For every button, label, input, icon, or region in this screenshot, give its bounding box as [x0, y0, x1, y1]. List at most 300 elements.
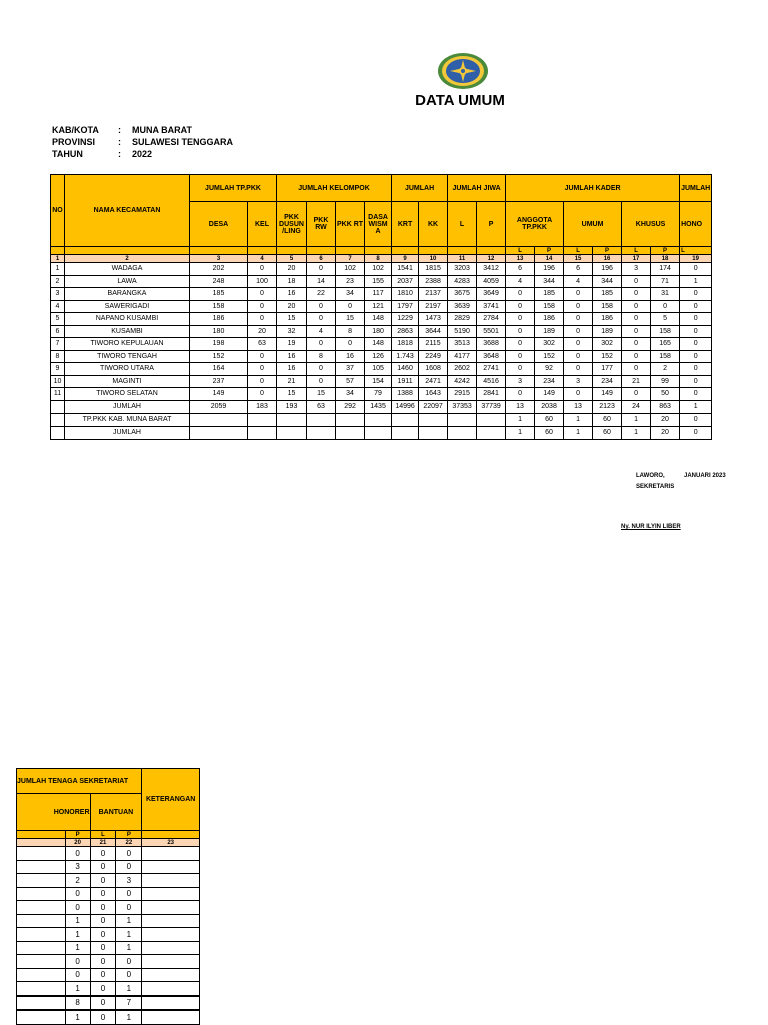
table-cell: 0 — [680, 426, 712, 439]
table-cell — [142, 1010, 200, 1024]
table-cell: 180 — [190, 325, 248, 338]
table-cell: 2471 — [419, 375, 448, 388]
table-cell: 1 — [116, 982, 142, 996]
table-cell — [142, 901, 200, 915]
col-header-hono: HONO — [680, 202, 712, 247]
table-cell — [142, 874, 200, 888]
table-cell: 8 — [336, 325, 365, 338]
row-number: 11 — [51, 388, 65, 401]
table-cell — [51, 400, 65, 413]
sub-header-l: L — [564, 247, 593, 255]
table-cell: 32 — [277, 325, 307, 338]
table-cell: 1608 — [419, 363, 448, 376]
column-number-row — [51, 255, 712, 263]
table-cell: 8 — [65, 996, 90, 1011]
table-row — [17, 901, 200, 915]
table-cell: 0 — [90, 928, 116, 942]
table-cell: 2137 — [419, 288, 448, 301]
table-cell: 15 — [277, 313, 307, 326]
kecamatan-name: TIWORO UTARA — [65, 363, 190, 376]
row-number: 8 — [51, 350, 65, 363]
col-header-bantuan: BANTUAN — [90, 794, 142, 831]
table-cell: 3 — [116, 874, 142, 888]
column-number: 21 — [90, 839, 116, 847]
table-cell: 3649 — [477, 288, 506, 301]
table-cell: 234 — [593, 375, 622, 388]
table-cell: 1815 — [419, 263, 448, 276]
table-cell: 185 — [593, 288, 622, 301]
column-number: 6 — [307, 255, 336, 263]
table-cell: 0 — [622, 350, 651, 363]
table-cell: 344 — [593, 275, 622, 288]
table-cell: 2197 — [419, 300, 448, 313]
column-number: 5 — [277, 255, 307, 263]
table-cell: 24 — [622, 400, 651, 413]
signer-name: Ny. NUR ILYIN LIBER — [621, 524, 681, 530]
column-number: 13 — [506, 255, 535, 263]
row-label: JUMLAH — [65, 426, 190, 439]
table-cell: 0 — [90, 887, 116, 901]
table-cell: 154 — [365, 375, 392, 388]
table-row — [17, 914, 200, 928]
table-row — [17, 874, 200, 888]
table-cell: 50 — [651, 388, 680, 401]
table-cell: 60 — [593, 413, 622, 426]
header-line: ANGGOTA — [516, 217, 553, 224]
kecamatan-name: NAPANO KUSAMBI — [65, 313, 190, 326]
col-header-jumlah-tenaga: JUMLAH — [680, 175, 712, 202]
footer-role: SEKRETARIS — [636, 484, 675, 490]
column-number: 1 — [51, 255, 65, 263]
data-umum-table — [50, 174, 712, 440]
row-number: 5 — [51, 313, 65, 326]
table-cell: 0 — [248, 363, 277, 376]
table-cell: 0 — [90, 941, 116, 955]
table-row — [17, 955, 200, 969]
table-cell: 0 — [336, 300, 365, 313]
table-cell: 158 — [535, 300, 564, 313]
secretariat-table — [16, 768, 200, 1025]
row-label: TP.PKK KAB. MUNA BARAT — [65, 413, 190, 426]
table-cell: 4283 — [448, 275, 477, 288]
table-row — [17, 982, 200, 996]
table-cell: 0 — [680, 325, 712, 338]
table-cell: 21 — [622, 375, 651, 388]
table-cell: 92 — [535, 363, 564, 376]
table-row — [51, 288, 712, 301]
table-cell: 16 — [277, 288, 307, 301]
sub-header-l: L — [622, 247, 651, 255]
table-cell: 149 — [190, 388, 248, 401]
table-cell: 1229 — [392, 313, 419, 326]
table-cell — [392, 413, 419, 426]
table-cell: 0 — [622, 388, 651, 401]
table-cell: 198 — [190, 338, 248, 351]
table-cell: 158 — [651, 325, 680, 338]
table-cell: 193 — [277, 400, 307, 413]
meta-sep: : — [118, 149, 121, 159]
table-cell: 0 — [90, 982, 116, 996]
table-cell — [448, 426, 477, 439]
organization-emblem-icon — [437, 52, 489, 90]
table-cell: 180 — [365, 325, 392, 338]
table-cell: 148 — [365, 338, 392, 351]
table-cell — [17, 901, 66, 915]
column-number: 12 — [477, 255, 506, 263]
table-row — [17, 887, 200, 901]
meta-value: MUNA BARAT — [132, 125, 192, 135]
table-cell: 100 — [248, 275, 277, 288]
row-number: 4 — [51, 300, 65, 313]
table-cell: 1541 — [392, 263, 419, 276]
header-line: TP.PKK — [522, 224, 547, 231]
table-cell: 0 — [90, 955, 116, 969]
table-cell: 2037 — [392, 275, 419, 288]
col-header-nama-kecamatan: NAMA KECAMATAN — [65, 175, 190, 247]
table-cell — [277, 426, 307, 439]
col-header-no: NO — [51, 175, 65, 247]
table-cell: 0 — [680, 313, 712, 326]
column-number: 2 — [65, 255, 190, 263]
table-cell: 0 — [651, 300, 680, 313]
column-number: 20 — [65, 839, 90, 847]
table-row — [51, 350, 712, 363]
table-cell: 1 — [65, 928, 90, 942]
table-cell: 2249 — [419, 350, 448, 363]
table-cell: 1 — [116, 1010, 142, 1024]
table-cell: 0 — [506, 338, 535, 351]
table-cell: 863 — [651, 400, 680, 413]
table-cell: 22097 — [419, 400, 448, 413]
table-cell: 0 — [90, 860, 116, 874]
table-cell: 189 — [593, 325, 622, 338]
table-cell: 152 — [593, 350, 622, 363]
col-header-honorer: HONORER — [17, 794, 91, 831]
table-cell: 0 — [248, 300, 277, 313]
table-cell: 60 — [535, 426, 564, 439]
table-cell: 1388 — [392, 388, 419, 401]
col-header-umum: UMUM — [564, 202, 622, 247]
column-number: 17 — [622, 255, 651, 263]
table-cell: 0 — [307, 375, 336, 388]
table-cell — [336, 426, 365, 439]
column-number: 22 — [116, 839, 142, 847]
table-cell: 117 — [365, 288, 392, 301]
table-row — [51, 375, 712, 388]
row-number: 9 — [51, 363, 65, 376]
table-cell: 0 — [680, 413, 712, 426]
table-cell — [190, 413, 248, 426]
column-number: 3 — [190, 255, 248, 263]
table-cell: 0 — [65, 955, 90, 969]
column-number: 10 — [419, 255, 448, 263]
table-cell: 1 — [65, 941, 90, 955]
table-cell: 148 — [365, 313, 392, 326]
table-cell: 0 — [90, 914, 116, 928]
table-cell: 0 — [506, 388, 535, 401]
table-cell: 0 — [307, 313, 336, 326]
table-cell: 2059 — [190, 400, 248, 413]
table-cell: 1 — [116, 914, 142, 928]
table-row — [51, 388, 712, 401]
table-cell: 0 — [248, 263, 277, 276]
table-cell — [142, 914, 200, 928]
table-cell: 34 — [336, 388, 365, 401]
table-cell: 234 — [535, 375, 564, 388]
table-cell: 0 — [65, 968, 90, 982]
table-cell: 0 — [564, 350, 593, 363]
table-cell — [17, 968, 66, 982]
table-cell: 1 — [564, 426, 593, 439]
table-row — [51, 300, 712, 313]
table-cell: 0 — [248, 350, 277, 363]
table-cell: 0 — [65, 901, 90, 915]
table-cell: 1797 — [392, 300, 419, 313]
kecamatan-name: LAWA — [65, 275, 190, 288]
table-cell: 0 — [506, 350, 535, 363]
main-table-viewport — [50, 174, 723, 454]
table-cell: 155 — [365, 275, 392, 288]
table-cell: 1 — [65, 914, 90, 928]
table-cell: 2115 — [419, 338, 448, 351]
table-cell: 4 — [506, 275, 535, 288]
meta-value: SULAWESI TENGGARA — [132, 137, 234, 147]
table-cell: 14 — [307, 275, 336, 288]
table-cell — [17, 1010, 66, 1024]
table-cell: 3639 — [448, 300, 477, 313]
table-cell: 20 — [277, 300, 307, 313]
table-cell: 164 — [190, 363, 248, 376]
table-cell: 165 — [651, 338, 680, 351]
sub-header-l: L — [506, 247, 535, 255]
table-cell: 1 — [680, 400, 712, 413]
table-cell: 0 — [680, 363, 712, 376]
table-row — [17, 928, 200, 942]
table-cell — [419, 413, 448, 426]
table-row — [17, 860, 200, 874]
table-row — [51, 263, 712, 276]
table-cell — [190, 426, 248, 439]
meta-label: PROVINSI — [52, 137, 96, 147]
header-line: WISM — [368, 220, 388, 228]
table-cell — [142, 982, 200, 996]
meta-label: TAHUN — [52, 149, 83, 159]
table-cell — [17, 928, 66, 942]
table-cell: 152 — [535, 350, 564, 363]
table-cell: 6 — [506, 263, 535, 276]
table-cell: 0 — [90, 874, 116, 888]
col-header-desa: DESA — [190, 202, 248, 247]
table-cell: 0 — [116, 887, 142, 901]
table-cell: 3 — [506, 375, 535, 388]
table-cell: 4242 — [448, 375, 477, 388]
kecamatan-name: TIWORO KEPULAUAN — [65, 338, 190, 351]
col-header-dasa-wisma — [365, 202, 392, 247]
table-cell: 57 — [336, 375, 365, 388]
table-cell: 0 — [116, 968, 142, 982]
kecamatan-name: TIWORO TENGAH — [65, 350, 190, 363]
table-cell: 4059 — [477, 275, 506, 288]
table-cell: 21 — [277, 375, 307, 388]
sub-header-p: P — [535, 247, 564, 255]
row-number: 10 — [51, 375, 65, 388]
table-cell: 2602 — [448, 363, 477, 376]
table-cell: 0 — [564, 325, 593, 338]
row-number: 7 — [51, 338, 65, 351]
table-cell: 5 — [651, 313, 680, 326]
table-cell: 37739 — [477, 400, 506, 413]
table-cell — [142, 860, 200, 874]
table-cell: 237 — [190, 375, 248, 388]
table-cell — [142, 968, 200, 982]
table-cell: 2123 — [593, 400, 622, 413]
row-number: 6 — [51, 325, 65, 338]
col-header-keterangan: KETERANGAN — [142, 769, 200, 831]
table-cell: 1 — [65, 982, 90, 996]
sub-header-p: P — [593, 247, 622, 255]
table-cell: 1460 — [392, 363, 419, 376]
table-cell: 0 — [307, 300, 336, 313]
table-cell — [17, 874, 66, 888]
column-number: 19 — [680, 255, 712, 263]
col-header-pkk-rw — [307, 202, 336, 247]
table-cell: 3648 — [477, 350, 506, 363]
kecamatan-name: BARANGKA — [65, 288, 190, 301]
table-cell: 0 — [680, 300, 712, 313]
table-cell: 15 — [307, 388, 336, 401]
col-header-khusus: KHUSUS — [622, 202, 680, 247]
table-cell: 31 — [651, 288, 680, 301]
table-cell — [51, 413, 65, 426]
header-line: PKK — [284, 213, 299, 221]
table-cell: 0 — [90, 847, 116, 861]
col-header-jiwa-p: P — [477, 202, 506, 247]
table-row — [17, 968, 200, 982]
total-row — [17, 996, 200, 1011]
table-row — [51, 313, 712, 326]
kecamatan-name: SAWERIGADI — [65, 300, 190, 313]
table-cell: 0 — [564, 313, 593, 326]
sub-header-l: L — [90, 831, 116, 839]
table-cell: 4 — [564, 275, 593, 288]
table-cell: 0 — [564, 363, 593, 376]
col-header-pkk-dusun — [277, 202, 307, 247]
column-number: 14 — [535, 255, 564, 263]
table-cell: 3741 — [477, 300, 506, 313]
table-cell: 71 — [651, 275, 680, 288]
col-header-jumlah-tppkk: JUMLAH TP.PKK — [190, 175, 277, 202]
table-cell — [142, 996, 200, 1011]
table-cell: 8 — [307, 350, 336, 363]
table-cell — [17, 860, 66, 874]
table-cell: 0 — [116, 901, 142, 915]
table-cell: 3675 — [448, 288, 477, 301]
table-cell: 0 — [622, 338, 651, 351]
footer-date: JANUARI 2023 — [684, 473, 726, 479]
table-cell — [307, 413, 336, 426]
table-cell: 0 — [90, 1010, 116, 1024]
table-cell: 0 — [622, 313, 651, 326]
table-cell: 2 — [65, 874, 90, 888]
table-cell: 174 — [651, 263, 680, 276]
meta-value: 2022 — [132, 149, 153, 159]
table-cell: 1473 — [419, 313, 448, 326]
table-cell — [392, 426, 419, 439]
table-cell: 60 — [535, 413, 564, 426]
table-cell: 1818 — [392, 338, 419, 351]
meta-sep: : — [118, 137, 121, 147]
table-cell: 105 — [365, 363, 392, 376]
meta-sep: : — [118, 125, 121, 135]
table-cell: 13 — [564, 400, 593, 413]
table-cell: 1 — [622, 413, 651, 426]
table-cell: 0 — [506, 300, 535, 313]
table-cell: 0 — [680, 263, 712, 276]
table-cell — [17, 982, 66, 996]
table-cell: 0 — [90, 901, 116, 915]
table-cell: 3 — [65, 860, 90, 874]
table-cell: 0 — [564, 338, 593, 351]
table-cell: 18 — [277, 275, 307, 288]
table-cell — [142, 847, 200, 861]
table-cell: 37353 — [448, 400, 477, 413]
column-number: 11 — [448, 255, 477, 263]
table-cell: 1 — [116, 941, 142, 955]
table-cell: 4516 — [477, 375, 506, 388]
column-number: 15 — [564, 255, 593, 263]
table-cell: 186 — [593, 313, 622, 326]
table-cell: 2741 — [477, 363, 506, 376]
table-cell: 0 — [506, 288, 535, 301]
table-cell: 2388 — [419, 275, 448, 288]
table-cell: 0 — [622, 325, 651, 338]
table-cell — [17, 887, 66, 901]
table-cell: 2 — [651, 363, 680, 376]
table-cell: 0 — [307, 263, 336, 276]
table-cell: 20 — [651, 413, 680, 426]
table-cell: 23 — [336, 275, 365, 288]
table-cell: 2863 — [392, 325, 419, 338]
header-line: PKK — [313, 217, 329, 224]
table-cell: 0 — [564, 300, 593, 313]
table-cell: 0 — [680, 375, 712, 388]
table-cell: 126 — [365, 350, 392, 363]
table-cell: 2038 — [535, 400, 564, 413]
table-cell: 0 — [307, 363, 336, 376]
table-cell: 0 — [248, 388, 277, 401]
table-cell: 5501 — [477, 325, 506, 338]
table-cell: 102 — [336, 263, 365, 276]
table-cell: 0 — [622, 300, 651, 313]
table-cell: 0 — [65, 847, 90, 861]
table-cell: 0 — [116, 860, 142, 874]
table-cell: 5190 — [448, 325, 477, 338]
table-cell: 0 — [248, 375, 277, 388]
secretariat-table-viewport — [17, 768, 200, 1024]
table-cell: 3412 — [477, 263, 506, 276]
table-cell — [142, 928, 200, 942]
row-number: 1 — [51, 263, 65, 276]
col-header-jumlah-tenaga-sekretariat: JUMLAH TENAGA SEKRETARIAT — [17, 769, 142, 794]
table-row — [17, 847, 200, 861]
table-cell: 3688 — [477, 338, 506, 351]
table-cell — [17, 847, 66, 861]
table-cell — [17, 941, 66, 955]
column-number: 16 — [593, 255, 622, 263]
table-cell: 4177 — [448, 350, 477, 363]
total-row — [51, 400, 712, 413]
tp-kab-row — [51, 413, 712, 426]
